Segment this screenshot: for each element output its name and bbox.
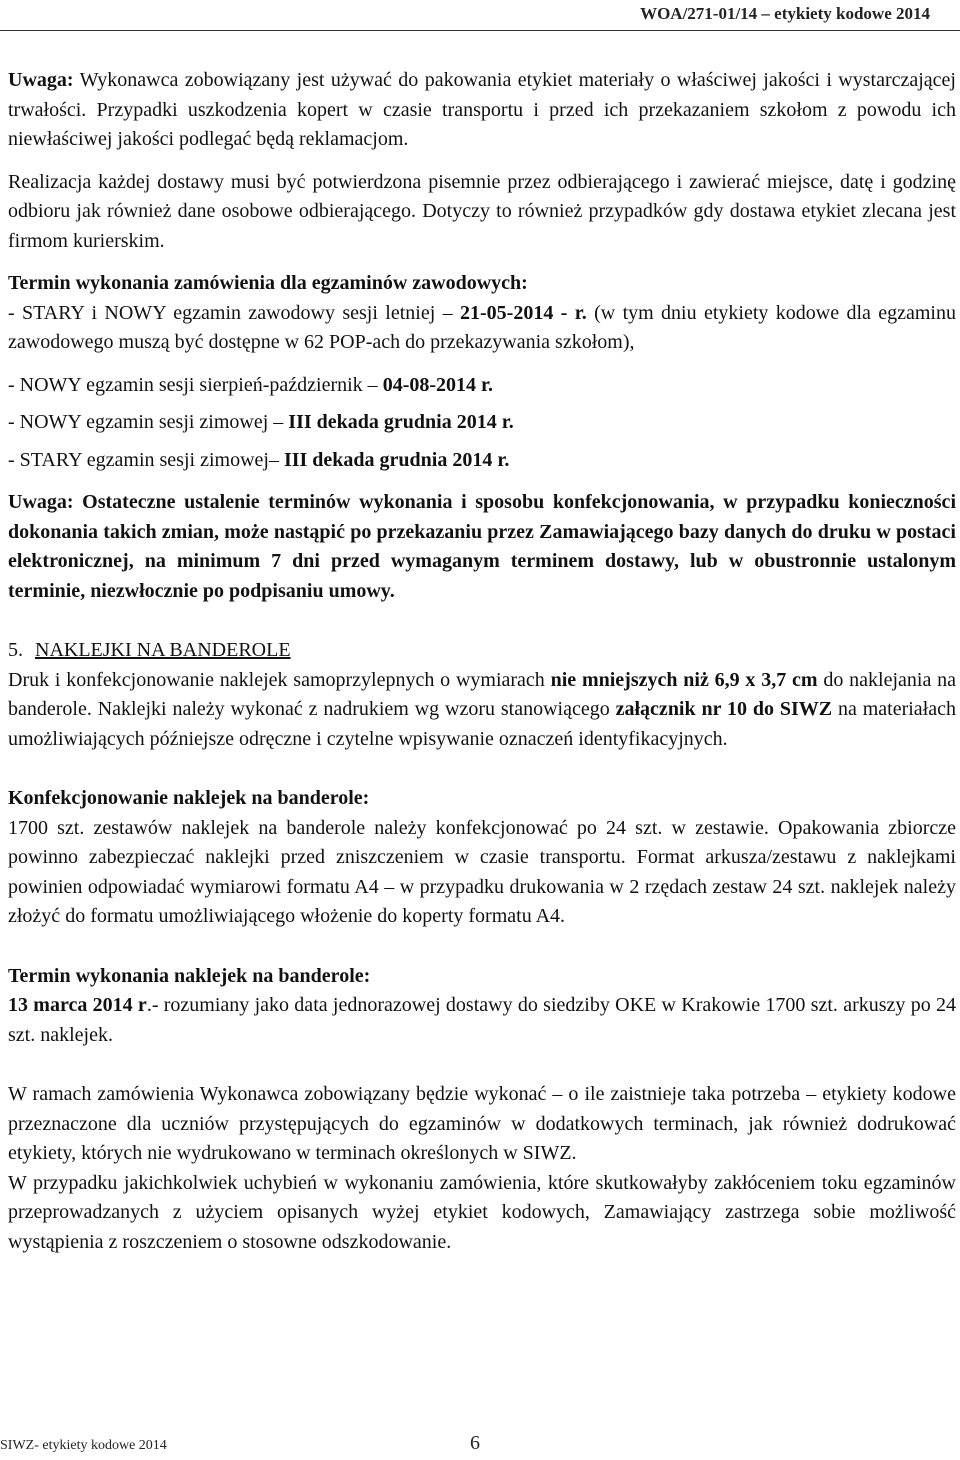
termin-item-zimowa-nowy: - NOWY egzamin sesji zimowej – III dekada grudnia 2014 r. — [8, 411, 514, 433]
termin-item-letnia: - STARY i NOWY egzamin zawodowy sesji letniej – 21-05-2014 - r. (w tym dniu etykiety kodowe dla egzaminu zawodowego muszą być dostępne w 62 POP-ach do przekazywania szkołom), — [8, 301, 956, 353]
paragraph-claims: W przypadku jakichkolwiek uchybień w wykonaniu zamówienia, które skutkowałyby zakłóceniem toku egzaminów przeprowadzanych z użyciem opisanych wyżej etykiet kodowych, Zamawiający zastrzega sobie możliwość wystąpienia z roszczeniem o stosowne odszkodowanie. — [8, 1171, 956, 1253]
paragraph-delivery-confirmation: Realizacja każdej dostawy musi być potwierdzona pisemnie przez odbierającego i zawierać miejsce, datę i godzinę odbioru jak również dane osobowe odbierającego. Dotyczy to również przypadków gdy dostawa etykiet zlecana jest firmom kurierskim. — [8, 170, 956, 252]
paragraph-uwaga-packaging — [8, 66, 956, 155]
paragraph-additional-terms: W ramach zamówienia Wykonawca zobowiązany będzie wykonać – o ile zaistnieje taka potrzeba – etykiety kodowe przeznaczone dla uczniów przystępujących do egzaminów w dodatkowych terminach, jak również dodrukować etykiety, których nie wydrukowano w terminach określonych w SIWZ. — [8, 1083, 956, 1164]
date-letnia: 21-05-2014 - r. — [460, 301, 587, 324]
termin-item-zimowa-stary: - STARY egzamin sesji zimowej– III dekada grudnia 2014 r. — [8, 448, 510, 471]
page-number: 6 — [470, 1432, 480, 1454]
footer-doc-title: SIWZ- etykiety kodowe 2014 — [0, 1438, 167, 1453]
section-5-heading: 5. NAKLEJKI NA BANDEROLE — [8, 636, 956, 666]
konfekcjonowanie-body: 1700 szt. zestawów naklejek na banderole należy konfekcjonować po 24 szt. w zestawie. Opakowania zbiorcze powinno zabezpieczać naklejki przed zniszczeniem w czasie transportu. Format arkusza/zestawu z naklejkami powinien odpowiadać wymiarowi formatu A4 – w przypadku drukowania w 2 rzędach zestaw 24 szt. naklejek należy złożyć do formatu umożliwiającego włożenie do koperty formatu A4. — [8, 816, 956, 927]
termin-naklejek-date: 13 marca 2014 r — [8, 994, 147, 1016]
section-5-body: Druk i konfekcjonowanie naklejek samoprzylepnych o wymiarach nie mniejszych niż 6,9 x 3,7 cm do naklejania na banderole. Naklejki należy wykonać z nadrukiem wg wzoru stanowiącego załącznik nr 10 do SIWZ na materiałach umożliwiających późniejsze odręczne i czytelne wpisywanie oznaczeń identyfikacyjnych. — [8, 668, 956, 750]
paragraph-uwaga-final-terms: Uwaga: Ostateczne ustalenie terminów wykonania i sposobu konfekcjonowania, w przypadku konieczności dokonania takich zmian, może nastąpić po przekazaniu przez Zamawiającego bazy danych do druku w postaci elektronicznej, na minimum 7 dni przed wymaganym terminem dostawy, lub w obustronnie ustalonym terminie, niezwłocznie po podpisaniu umowy. — [8, 491, 956, 602]
termin-naklejek-body: 13 marca 2014 r.- rozumiany jako data jednorazowej dostawy do siedziby OKE w Krakowie 1700 szt. arkuszy po 24 szt. naklejek. — [8, 994, 956, 1046]
uwaga-text: Wykonawca zobowiązany jest używać do pakowania etykiet materiały o właściwej jakości i wystarczającej trwałości. Przypadki uszkodzenia kopert w czasie transportu i przed ich przekazaniem szkołom z powodu ich niewłaściwej jakości podlegać będą reklamacjom. — [8, 69, 956, 150]
termin-item-sierpien: - NOWY egzamin sesji sierpień-październik – 04-08-2014 r. — [8, 373, 494, 396]
date-sierpien: 04-08-2014 r. — [382, 373, 494, 396]
termin-heading: Termin wykonania zamówienia dla egzaminów zawodowych: — [8, 272, 528, 294]
termin-naklejek-heading: Termin wykonania naklejek na banderole: — [8, 964, 371, 987]
running-header: WOA/271-01/14 – etykiety kodowe 2014 — [640, 4, 930, 23]
konfekcjonowanie-heading: Konfekcjonowanie naklejek na banderole: — [8, 787, 370, 809]
uwaga-label: Uwaga: — [8, 69, 74, 91]
date-zimowa-stary: III dekada grudnia 2014 r. — [283, 448, 510, 471]
section-5-title: NAKLEJKI NA BANDEROLE — [35, 639, 291, 661]
header-rule — [0, 30, 960, 31]
document-body — [8, 66, 956, 1257]
date-zimowa-nowy: III dekada grudnia 2014 r. — [288, 411, 514, 433]
